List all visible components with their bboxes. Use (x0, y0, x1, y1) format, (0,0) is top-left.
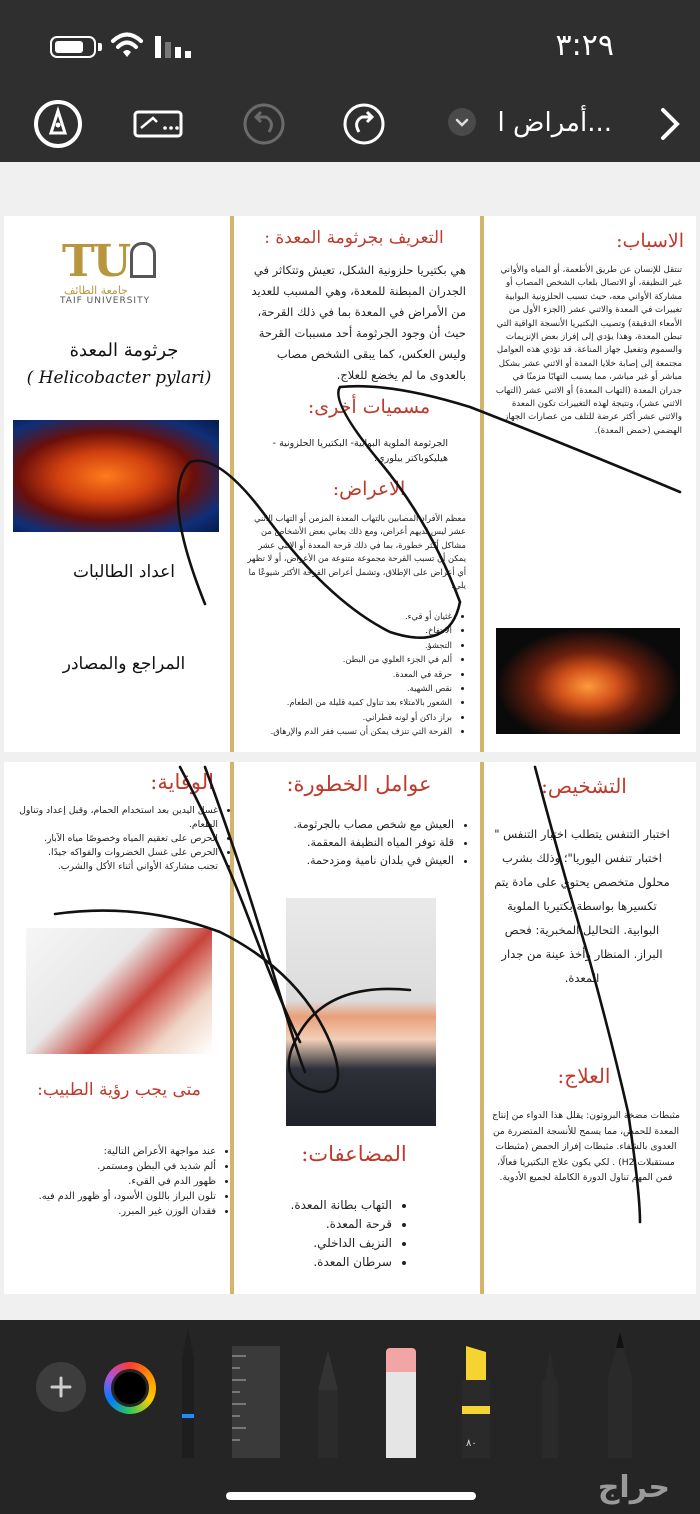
diagnosis-heading: التشخيص: (541, 774, 627, 798)
complications-heading: المضاعفات: (301, 1142, 407, 1166)
references-label: المراجع والمصادر (62, 654, 186, 674)
color-picker-button[interactable] (104, 1362, 156, 1414)
list-item: • براز داكن أو لونه قطراني. (236, 710, 452, 724)
list-item: • التجشؤ. (236, 638, 452, 652)
ink-annotation (0, 162, 700, 1320)
list-item: • الحرص على تعقيم المياه وخصوصًا مياه الآبار. (4, 832, 218, 846)
risk-factors-heading: عوامل الخطورة: (286, 772, 432, 796)
list-item: • ظهور الدم في القيء. (4, 1174, 216, 1189)
list-item: • النزيف الداخلي. (264, 1234, 392, 1253)
redo-button[interactable] (336, 96, 392, 152)
cover-title-en: (Helicobacter pylari ) (26, 368, 212, 388)
list-item: • القرحة التي تنزف يمكن أن تسبب فقر الدم والإرهاق. (236, 724, 452, 738)
list-item: • العيش مع شخص مصاب بالجرثومة. (244, 816, 454, 834)
other-names-text: الجرثومة الملوية البوابية- البكتيريا الحلزونية - هيليكوباكتر بيلوري. (272, 438, 448, 464)
definition-heading: التعريف بجرثومة المعدة : (264, 228, 444, 248)
list-item: • غثيان أو قيء. (236, 609, 452, 623)
keyboard-icon (133, 108, 183, 140)
forward-button[interactable] (648, 96, 692, 152)
tool-palette (0, 1320, 700, 1458)
chevron-right-icon (658, 106, 682, 142)
battery-icon (50, 36, 96, 58)
list-item: • قلة توفر المياه النظيفة المعقمة. (244, 834, 454, 852)
wifi-icon (110, 31, 144, 59)
plus-icon (49, 1375, 73, 1399)
add-tool-button[interactable] (36, 1362, 86, 1412)
status-bar (0, 0, 700, 90)
list-item: • نقص الشهية. (236, 681, 452, 695)
pen-tip-icon (33, 99, 83, 149)
redo-icon (342, 102, 386, 146)
list-item: • قرحة المعدة. (264, 1215, 392, 1234)
list-item: • ألم شديد في البطن ومستمر. (4, 1159, 216, 1174)
document-canvas[interactable] (0, 162, 700, 1320)
list-item: • الحرص على غسل الخضروات والفواكه جيدًا. (4, 846, 218, 860)
other-names-heading: مسميات أخرى: (307, 396, 431, 418)
list-item: • عند مواجهة الأعراض التالية: (4, 1144, 216, 1159)
list-item: • غسل اليدين بعد استخدام الحمام، وقبل إعداد وتناول الطعام. (4, 804, 218, 832)
markup-pen-button[interactable] (30, 96, 86, 152)
definition-text: هي بكتيريا حلزونية الشكل، تعيش وتتكاثر في الجدران المبطنة للمعدة، وهي المسبب للعديد من الأمراض في المعدة بما في ذلك القرحة، حيث أن وجود الجرثومة أحد مسببات القرحة وليس العكس، كما يبقى الشخص مصاب بالعدوى ما لم يخضع للعلاج. (251, 263, 466, 382)
treatment-heading: العلاج: (557, 1064, 611, 1088)
diagnosis-text: اختبار التنفس يتطلب اختبار التنفس " اختبار تنفس اليوريا"؛ وذلك بشرب محلول متخصص يحتوي على مادة يتم تكسيرها بواسطة بكتيريا الملوية البوابية. التحاليل المخبرية: فحص البراز. المنظار وأخذ عينة من جدار المعدة. (494, 827, 670, 985)
list-item: • فقدان الوزن غير المبرر. (4, 1204, 216, 1219)
list-item: • حرقة في المعدة. (236, 667, 452, 681)
selected-color-swatch (111, 1369, 149, 1407)
clock: ٣:٢٩ (555, 28, 614, 63)
watermark: حراج (597, 1470, 670, 1505)
pencil-tool[interactable] (602, 1332, 638, 1458)
undo-button[interactable] (236, 96, 292, 152)
list-item: • العيش في بلدان نامية ومزدحمة. (244, 852, 454, 870)
cover-title-ar: جرثومة المعدة (69, 340, 179, 361)
eraser-tool[interactable] (384, 1348, 418, 1458)
ruler-tool[interactable] (232, 1346, 280, 1458)
list-item: • سرطان المعدة. (264, 1253, 392, 1272)
undo-icon (242, 102, 286, 146)
symptoms-intro: معظم الأفراد المصابين بالتهاب المعدة المزمن أو التهاب الاثني عشر ليس لديهم أعراض، ومع ذلك يعاني بعض الأشخاص من مشاكل أكثر خطورة، بما في ذلك قرحة المعدة أو الاثني عشر يمكن أن تسبب القرحة مجموعة متنوعة من الأعراض، أو لا تظهر أي أعراض على الإطلاق، وتشمل أعراض القرحة الأكثر شيوعًا ما يلي: (247, 513, 466, 591)
chevron-down-icon (448, 108, 476, 136)
causes-heading: الاسباب: (616, 230, 684, 252)
keyboard-draw-button[interactable] (130, 96, 186, 152)
symptoms-heading: الاعراض: (332, 478, 406, 500)
list-item: • الانتفاخ. (236, 623, 452, 637)
list-item: • ألم في الجزء العلوي من البطن. (236, 652, 452, 666)
list-item: • تجنب مشاركة الأواني أثناء الأكل والشرب. (4, 860, 218, 874)
treatment-text: مثبطات مضخة البروتون: يقلل هذا الدواء من إنتاج المعدة للحمض، مما يسمح للأنسجة المتضررة من العدوى بالشفاء. مثبطات إفراز الحمض (مثبطات مستقبلات H2) . لكي يكون علاج البكتيريا فعالًا، فمن المهم تناول الدورة الكاملة لجميع الأدوية. (492, 1110, 680, 1184)
causes-text: تنتقل للإنسان عن طريق الأطعمة، أو المياه والأواني غير النظيفة، أو الاتصال بلعاب الشخص المصاب أو مشاركة الأواني معه، حيث تسبب الحلزونية البوابية تغييرات في المعدة والاثني عشر (الجزء الأول من الأمعاء الدقيقة) وتصيب البكتيريا الأنسجة الواقية التي تبطن المعدة، وهذا يؤدي إلى إفراز بعض الإنزيمات والسموم وتفعيل جهاز المناعة. قد تؤدي هذه العوامل مجتمعة إلى إصابة خلايا المعدة أو الاثني عشر بشكل مباشر أو غير مباشر، مما يسبب التهابًا مزمنًا في جدران المعدة (التهاب المعدة) أو الاثني عشر (التهاب الاثني عشر)، ونتيجة لهذه التغييرات تكون المعدة والاثني عشر أكثر عرضة للتلف من عصارات الجهاز الهضمي (حمض المعدة). (495, 265, 682, 436)
home-area (0, 1458, 700, 1514)
university-logo: TU جامعة الطائف TAIF UNIVERSITY (60, 236, 160, 306)
when-doctor-heading: متى يجب رؤية الطبيب: (37, 1080, 201, 1100)
prepared-by-label: اعداد الطالبات (72, 562, 175, 582)
title-dropdown[interactable] (448, 108, 476, 136)
pen-tool[interactable] (170, 1328, 206, 1458)
home-indicator[interactable] (226, 1492, 476, 1500)
marker-tool[interactable] (308, 1350, 348, 1458)
list-item: • الشعور بالامتلاء بعد تناول كمية قليلة من الطعام. (236, 695, 452, 709)
list-item: • التهاب بطانة المعدة. (264, 1196, 392, 1215)
markup-toolbar (0, 90, 700, 162)
highlighter-size-label: ٨٠ (466, 1438, 477, 1449)
signal-icon (155, 36, 191, 58)
list-item: • تلون البراز باللون الأسود، أو ظهور الدم فيه. (4, 1189, 216, 1204)
fineliner-tool[interactable] (532, 1348, 568, 1458)
prevention-heading: الوقاية: (150, 770, 214, 794)
document-title[interactable]: أمراض ا... (497, 108, 612, 138)
